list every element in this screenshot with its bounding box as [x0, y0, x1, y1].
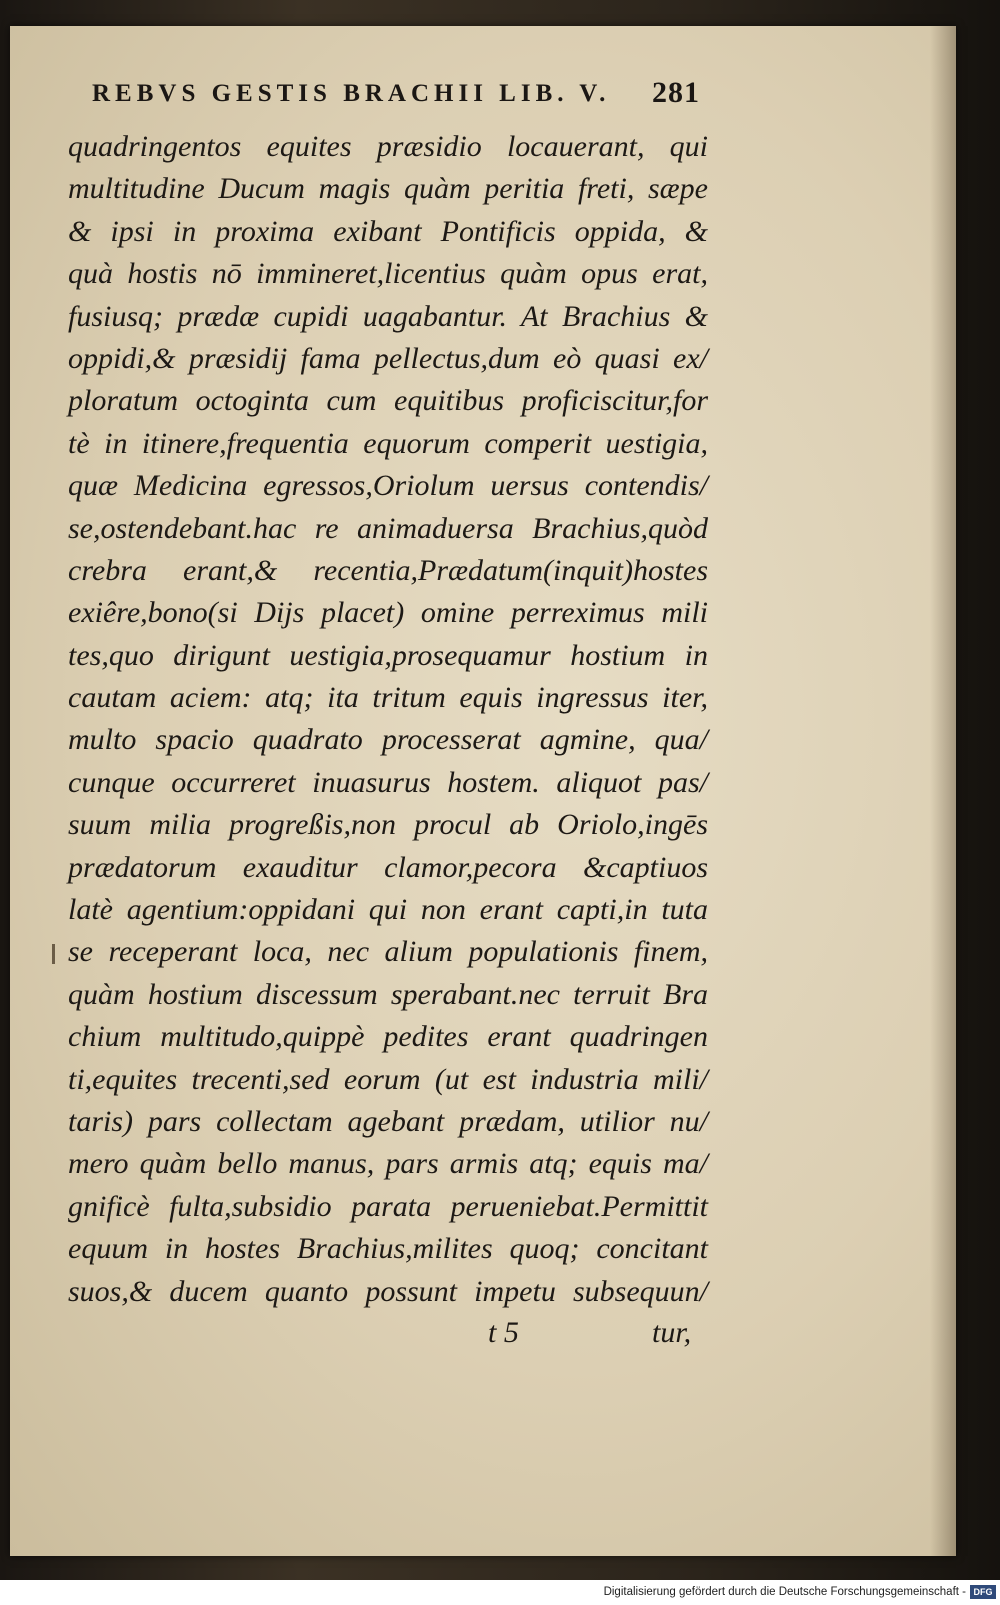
page-number: 281: [652, 76, 700, 109]
text-line: ti,equites trecenti,sed eorum (ut est industria mili/: [68, 1062, 708, 1096]
text-line: taris) pars collectam agebant prædam, utilior nu/: [68, 1104, 708, 1138]
text-line: chium multitudo,quippè pedites erant quadringen: [68, 1020, 708, 1054]
text-line: crebra erant,& recentia,Prædatum(inquit)hostes: [68, 553, 708, 587]
text-line: multitudine Ducum magis quàm peritia freti, sæpe: [68, 172, 708, 206]
text-line: & ipsi in proxima exibant Pontificis oppida, &: [68, 214, 708, 248]
digitization-footer: [0, 1580, 1000, 1605]
funding-credit: Digitalisierung gefördert durch die Deutsche Forschungsgemeinschaft -: [603, 1586, 966, 1598]
text-line: latè agentium:oppidani qui non erant capti,in tuta: [68, 893, 708, 927]
catchword: tur,: [652, 1316, 692, 1349]
text-line: quæ Medicina egressos,Oriolum uersus contendis/: [68, 469, 708, 503]
text-line: oppidi,& præsidij fama pellectus,dum eò quasi ex/: [68, 341, 708, 375]
text-line: quadringentos equites præsidio locauerant, qui: [68, 130, 708, 163]
running-head-title: REBVS GESTIS BRACHII LIB. V.: [92, 80, 611, 107]
text-line: mero quàm bello manus, pars armis atq; equis ma/: [68, 1147, 708, 1181]
text-line: exiêre,bono(si Dijs placet) omine perreximus mili: [68, 596, 708, 630]
text-line: suum milia progreßis,non procul ab Oriolo,ingēs: [68, 808, 708, 842]
text-block: [68, 126, 708, 1313]
margin-mark: [52, 944, 55, 964]
text-line: cautam aciem: atq; ita tritum equis ingressus iter,: [68, 681, 708, 715]
text-line: tè in itinere,frequentia equorum comperit uestigia,: [68, 426, 708, 460]
text-line: quà hostis nō immineret,licentius quàm opus erat,: [68, 257, 708, 291]
text-line: cunque occurreret inuasurus hostem. aliquot pas/: [68, 765, 708, 799]
dfg-logo: DFG: [970, 1585, 996, 1599]
text-line: multo spacio quadrato processerat agmine, qua/: [68, 723, 708, 757]
text-line: equum in hostes Brachius,milites quoq; concitant: [68, 1232, 708, 1266]
text-line: ploratum octoginta cum equitibus proficiscitur,for: [68, 384, 708, 418]
text-line: gnificè fulta,subsidio parata perueniebat.Permittit: [68, 1189, 708, 1223]
text-line: prædatorum exauditur clamor,pecora &captiuos: [68, 850, 708, 884]
text-line: fusiusq; prædæ cupidi uagabantur. At Brachius &: [68, 299, 708, 333]
text-line: suos,& ducem quanto possunt impetu subsequun/: [68, 1274, 708, 1308]
text-line: quàm hostium discessum sperabant.nec terruit Bra: [68, 977, 708, 1011]
signature-mark: t 5: [488, 1316, 519, 1349]
text-line: tes,quo dirigunt uestigia,prosequamur hostium in: [68, 638, 708, 672]
text-line: se receperant loca, nec alium populationis finem,: [68, 935, 708, 969]
text-line: se,ostendebant.hac re animaduersa Brachius,quòd: [68, 511, 708, 545]
book-page: [10, 26, 956, 1556]
